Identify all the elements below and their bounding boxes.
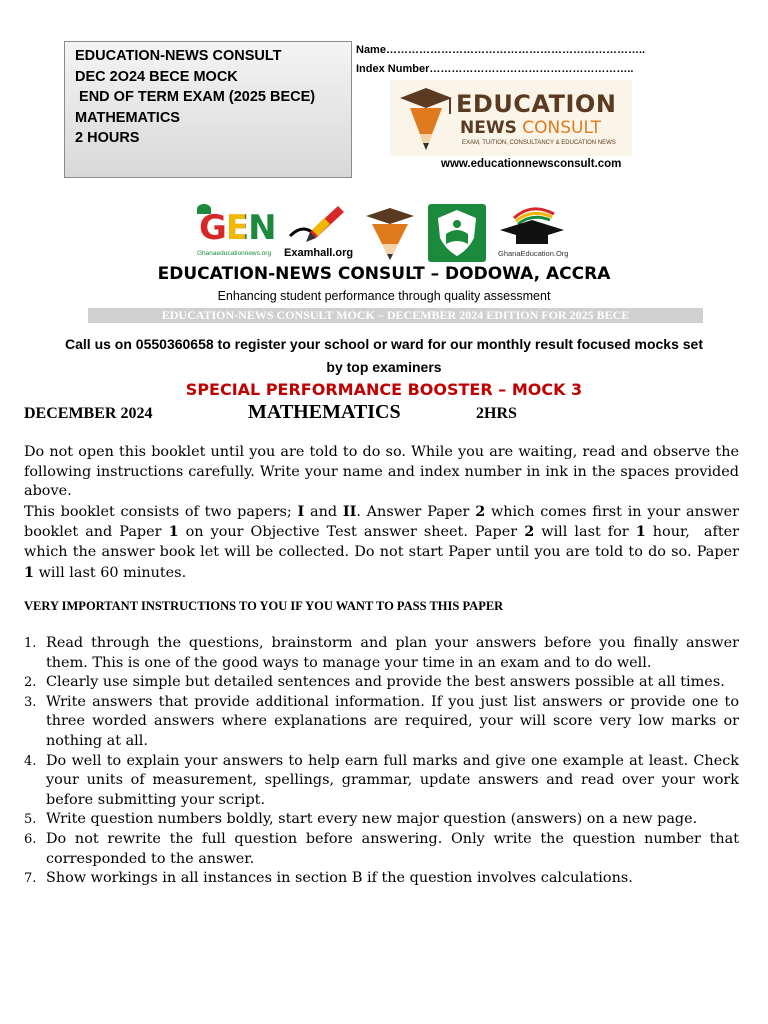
p2-c: and: [304, 503, 343, 520]
rule-text: Read through the questions, brainstorm and plan your answers before you finally answer them. This is one of the good ways to manage your time in an exam and to do well.: [46, 635, 739, 671]
examhall-text: Examhall.org: [284, 247, 354, 259]
shield-book-icon: [428, 204, 486, 262]
title-line-3: END OF TERM EXAM (2025 BECE): [75, 89, 316, 105]
examhall-logo: [284, 200, 356, 262]
performance-booster-title: SPECIAL PERFORMANCE BOOSTER – MOCK 3: [185, 380, 583, 399]
title-line-5: 2 HOURS: [75, 130, 140, 146]
ghanaeducation-text: GhanaEducation.Org: [498, 249, 569, 258]
instructions-paragraph-2: [24, 502, 744, 583]
gen-text: GEN: [199, 208, 276, 248]
rule-text: Write question numbers boldly, start every new major question (answers) on a new page.: [46, 811, 698, 828]
exam-duration: 2HRS: [476, 405, 517, 422]
p2-m: hour, after which the answer book let will be collected. Do not start Paper until you are told to do so. Paper: [24, 524, 744, 560]
p2-d: II: [342, 502, 357, 520]
instructions-block: [24, 443, 744, 583]
rule-number: 5.: [24, 812, 37, 828]
p2-b: I: [297, 502, 305, 520]
rule-text: Show workings in all instances in section B if the question involves calculations.: [46, 870, 633, 887]
rule-number: 7.: [24, 871, 37, 887]
list-item: [24, 673, 739, 693]
brand-consult: CONSULT: [516, 118, 601, 138]
p2-l: 1: [635, 523, 646, 541]
list-item: [24, 693, 739, 752]
list-item: [24, 869, 739, 889]
brand-line-2: [460, 118, 601, 138]
list-item: [24, 830, 739, 869]
p2-i: on your Objective Test answer sheet. Paper: [178, 524, 525, 541]
rules-list: [24, 634, 739, 889]
very-important-heading: VERY IMPORTANT INSTRUCTIONS TO YOU IF YOU WANT TO PASS THIS PAPER: [24, 599, 504, 613]
instructions-paragraph-1: Do not open this booklet until you are told to do so. While you are waiting, read and observe the following instructions carefully. Write your name and index number in ink in the spaces provided above.: [24, 444, 739, 500]
p2-k: will last for: [534, 524, 636, 541]
rule-number: 6.: [24, 831, 37, 847]
education-news-emblem: [360, 204, 420, 262]
exam-date: DECEMBER 2024: [24, 405, 153, 422]
call-line-2: by top examiners: [326, 359, 442, 375]
shield-book-logo: [428, 204, 486, 262]
p2-j: 2: [524, 523, 535, 541]
brand-line-1: EDUCATION: [456, 90, 617, 118]
education-news-consult-logo: [390, 80, 632, 156]
index-number-field: Index Number………………………………………………..: [356, 63, 634, 75]
gen-logo: [193, 200, 283, 262]
rule-text: Do not rewrite the full question before answering. Only write the question number that corresponded to the answer.: [46, 830, 739, 867]
p2-a: This booklet consists of two papers;: [24, 503, 298, 520]
exam-title-box: [64, 41, 352, 178]
list-item: [24, 810, 739, 830]
ghanaeducation-logo: [494, 204, 574, 262]
call-line-1: Call us on 0550360658 to register your school or ward for our monthly result focused mocks set: [65, 336, 703, 352]
title-line-2: DEC 2O24 BECE MOCK: [75, 68, 238, 85]
brand-news: NEWS: [460, 118, 517, 138]
rule-text: Write answers that provide additional information. If you just list answers or provide one to three worded answers where explanations are required, your will score very low marks or nothing at all.: [46, 693, 739, 749]
p2-g: which comes first in your answer booklet and Paper: [24, 503, 739, 541]
rule-number: 4.: [24, 753, 37, 769]
pencil-graduate-icon: [392, 80, 462, 156]
org-tagline: Enhancing student performance through quality assessment: [217, 289, 551, 303]
rule-number: 1.: [24, 636, 37, 651]
website-url: www.educationnewsconsult.com: [441, 158, 622, 170]
gen-subtitle: Ghanaeducationnews.org: [197, 250, 272, 257]
p2-n: 1: [24, 563, 35, 581]
graduation-cap-icon: [494, 204, 570, 248]
pen-swoosh-icon: [286, 202, 350, 246]
rule-text: Do well to explain your answers to help earn full marks and give one example at least. Check your units of measurement, spellings, grammar, update answers and read over your work before submitting your script.: [46, 752, 739, 808]
list-item: [24, 752, 739, 811]
org-title: EDUCATION-NEWS CONSULT – DODOWA, ACCRA: [157, 264, 611, 284]
title-line-1: EDUCATION-NEWS CONSULT: [75, 48, 282, 64]
gen-wordmark: [199, 208, 276, 248]
pencil-emblem-icon: [360, 204, 420, 262]
p2-h: 1: [168, 523, 179, 541]
rule-number: 3.: [24, 694, 37, 710]
p2-e: . Answer Paper: [356, 503, 476, 520]
rule-number: 2.: [24, 675, 37, 691]
exam-subject: MATHEMATICS: [248, 401, 401, 423]
name-field: Name……………………………………………………………..: [356, 44, 646, 56]
rule-text: Clearly use simple but detailed sentences and provide the best answers possible at all times.: [46, 674, 725, 691]
list-item: [24, 634, 739, 673]
title-line-4: MATHEMATICS: [75, 109, 180, 126]
brand-tagline: EXAM, TUITION, CONSULTANCY & EDUCATION NEWS: [462, 140, 616, 146]
p2-o: will last 60 minutes.: [34, 564, 187, 581]
edition-banner: EDUCATION-NEWS CONSULT MOCK – DECEMBER 2024 EDITION FOR 2025 BECE: [88, 308, 703, 323]
p2-f: 2: [475, 502, 486, 520]
